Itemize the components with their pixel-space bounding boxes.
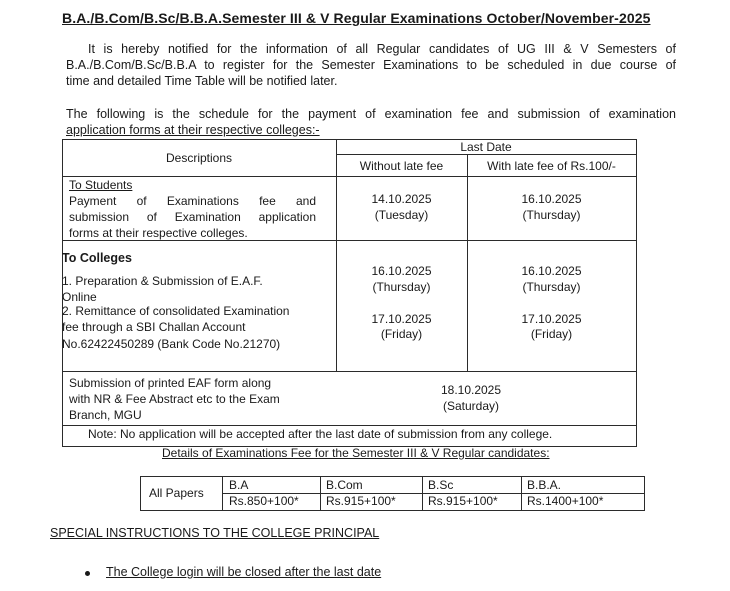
students-with-day: (Thursday) <box>522 208 581 222</box>
students-without-day: (Tuesday) <box>374 208 429 222</box>
fee-table-border-left <box>140 476 141 511</box>
colleges-item1-line-1: 1. Preparation & Submission of E.A.F. <box>62 274 263 288</box>
intro-line-1: It is hereby notified for the information of all Regular candidates of UG III & V Semesters of <box>88 42 676 56</box>
students-with-date: 16.10.2025 <box>521 192 582 206</box>
colleges-item2-line-3: No.62422450289 (Bank Code No.21270) <box>62 337 281 351</box>
table-note: Note: No application will be accepted after the last date of submission from any college. <box>88 427 553 441</box>
printed-eaf-date: 18.10.2025 <box>440 383 502 397</box>
colleges-item2-line-1: 2. Remittance of consolidated Examination <box>62 304 290 318</box>
intro-line-2: B.A./B.Com/B.Sc/B.B.A to register for the Semester Examinations to be scheduled in due course of <box>66 58 676 72</box>
colleges-item2-with-date: 17.10.2025 <box>521 312 582 326</box>
colleges-item2-line-2: fee through a SBI Challan Account <box>62 320 246 334</box>
colleges-heading: To Colleges <box>62 251 132 265</box>
table-border-right <box>636 139 637 447</box>
fee-course-ba: B.A <box>229 478 249 492</box>
fee-course-bcom: B.Com <box>326 478 363 492</box>
fee-amount-bsc: Rs.915+100* <box>428 494 498 508</box>
fee-amount-bcom: Rs.915+100* <box>326 494 396 508</box>
colleges-item1-with-date: 16.10.2025 <box>521 264 582 278</box>
printed-eaf-line-2: with NR & Fee Abstract etc to the Exam <box>69 392 280 406</box>
colleges-item1-without-date: 16.10.2025 <box>371 264 432 278</box>
header-descriptions: Descriptions <box>165 151 233 165</box>
header-with-late-fee: With late fee of Rs.100/- <box>487 159 616 173</box>
bullet-icon <box>85 571 90 576</box>
students-desc-line-3: forms at their respective colleges. <box>69 226 248 240</box>
table-line-printed <box>62 425 637 426</box>
header-without-late-fee: Without late fee <box>359 159 444 173</box>
fee-amount-ba: Rs.850+100* <box>229 494 299 508</box>
schedule-intro-line-1: The following is the schedule for the payment of examination fee and submission of examination <box>66 107 676 121</box>
fee-course-bsc: B.Sc <box>428 478 454 492</box>
fee-amount-bba: Rs.1400+100* <box>527 494 604 508</box>
colleges-item1-without-day: (Thursday) <box>372 280 431 294</box>
fee-course-bba: B.B.A. <box>527 478 562 492</box>
students-heading: To Students <box>69 178 133 192</box>
colleges-item1-line-2: Online <box>62 290 97 304</box>
students-desc-line-2: submission of Examination application <box>69 210 316 224</box>
special-instructions-heading: SPECIAL INSTRUCTIONS TO THE COLLEGE PRINCIPAL <box>50 526 380 540</box>
printed-eaf-line-1: Submission of printed EAF form along <box>69 376 272 390</box>
schedule-intro-line-2: application forms at their respective colleges:- <box>66 123 320 137</box>
intro-line-3: time and detailed Time Table will be notified later. <box>66 74 338 88</box>
fee-heading: Details of Examinations Fee for the Semester III & V Regular candidates: <box>162 446 550 460</box>
students-without-date: 14.10.2025 <box>371 192 432 206</box>
fee-table-border-top <box>140 476 645 477</box>
fee-table-border-bottom <box>140 510 645 511</box>
special-instruction-item: The College login will be closed after the last date <box>106 565 382 579</box>
fee-row-label: All Papers <box>149 486 204 500</box>
table-line-colleges <box>62 371 637 372</box>
colleges-item1-with-day: (Thursday) <box>522 280 581 294</box>
colleges-item2-without-date: 17.10.2025 <box>371 312 432 326</box>
students-desc-line-1: Payment of Examinations fee and <box>69 194 316 208</box>
printed-eaf-day: (Saturday) <box>442 399 500 413</box>
fee-table-border-right <box>644 476 645 511</box>
table-line-header <box>62 176 637 177</box>
colleges-item2-with-day: (Friday) <box>530 327 573 341</box>
header-last-date: Last Date <box>460 140 512 154</box>
colleges-item2-without-day: (Friday) <box>380 327 423 341</box>
document-title: B.A./B.Com/B.Sc/B.B.A.Semester III & V Regular Examinations October/November-2025 <box>62 10 651 26</box>
printed-eaf-line-3: Branch, MGU <box>69 408 142 422</box>
